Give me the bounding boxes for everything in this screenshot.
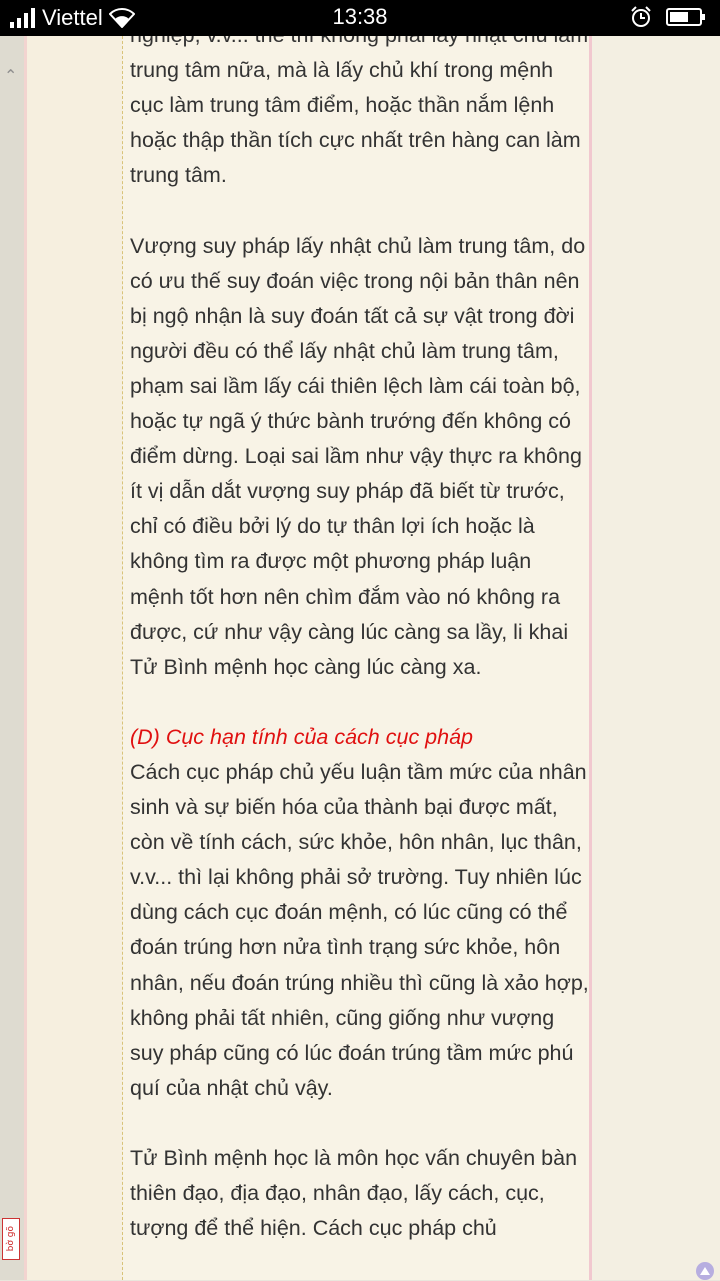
- content-panel: [123, 36, 589, 1280]
- status-right: [630, 6, 706, 28]
- paragraph-4: Tử Bình mệnh học là môn học vấn chuyên bàn thiên đạo, địa đạo, nhân đạo, lấy cách, cục, tượng để thể hiện. Cách cục pháp chủ: [130, 1146, 578, 1241]
- status-bar: [0, 0, 720, 36]
- battery-icon: [666, 7, 706, 27]
- scroll-to-top-button[interactable]: [696, 1262, 714, 1280]
- paragraph-3: Cách cục pháp chủ yếu luận tầm mức của nhân sinh và sự biến hóa của thành bại được mất, còn về tính cách, sức khỏe, hôn nhân, lục thân, v.v... thì lại không phải sở trường. Tuy nhiên lúc dùng cách cục đoán mệnh, có lúc cũng có thể đoán trúng hơn nửa tình trạng sức khỏe, hôn nhân, nếu đoán trúng nhiều thì cũng là xảo hợp, không phải tất nhiên, cũng giống như vượng suy pháp cũng có lúc đoán trúng tầm mức phú quí của nhật chủ vậy.: [130, 759, 589, 1100]
- paragraph-2: Vượng suy pháp lấy nhật chủ làm trung tâm, do có ưu thế suy đoán việc trong nội bản thân nên bị ngộ nhận là suy đoán tất cả sự vật trong đời người đều có thể lấy nhật chủ làm trung tâm, phạm sai lầm lấy cái thiên lệch làm cái toàn bộ, hoặc tự ngã ý thức bành trướng đến không có điểm dừng. Loại sai lầm như vậy thực ra không ít vị dẫn dắt vượng suy pháp đã biết từ trước, chỉ có điều bởi lý do tự thân lợi ích hoặc là không tìm ra được một phương pháp luận mệnh tốt hơn nên chìm đắm vào nó không ra được, cứ như vậy càng lúc càng sa lầy, li khai Tử Bình mệnh học càng lúc càng xa.: [130, 233, 586, 679]
- section-heading: (D) Cục hạn tính của cách cục pháp: [130, 724, 473, 749]
- carrier-name: Viettel: [42, 5, 103, 30]
- right-margin-strip: [592, 36, 720, 1280]
- clock: 13:38: [332, 4, 388, 29]
- alarm-icon: [630, 6, 652, 28]
- article-body: [130, 18, 590, 1281]
- collapse-chevron-icon[interactable]: ⌃: [4, 68, 18, 85]
- bookmark-tag[interactable]: [2, 1218, 20, 1260]
- arrow-up-icon: [700, 1267, 710, 1275]
- bookmark-tag-label: bờ gõ: [6, 1226, 16, 1252]
- paragraph-1: trung tâm nữa, mà là lấy chủ khí trong mệnh cục làm trung tâm điểm, hoặc thần nắm lệnh hoặc thập thần tích cực nhất trên hàng can làm trung tâm.: [130, 58, 581, 188]
- left-margin-strip: [24, 36, 127, 1280]
- outer-left-margin: [0, 36, 24, 1280]
